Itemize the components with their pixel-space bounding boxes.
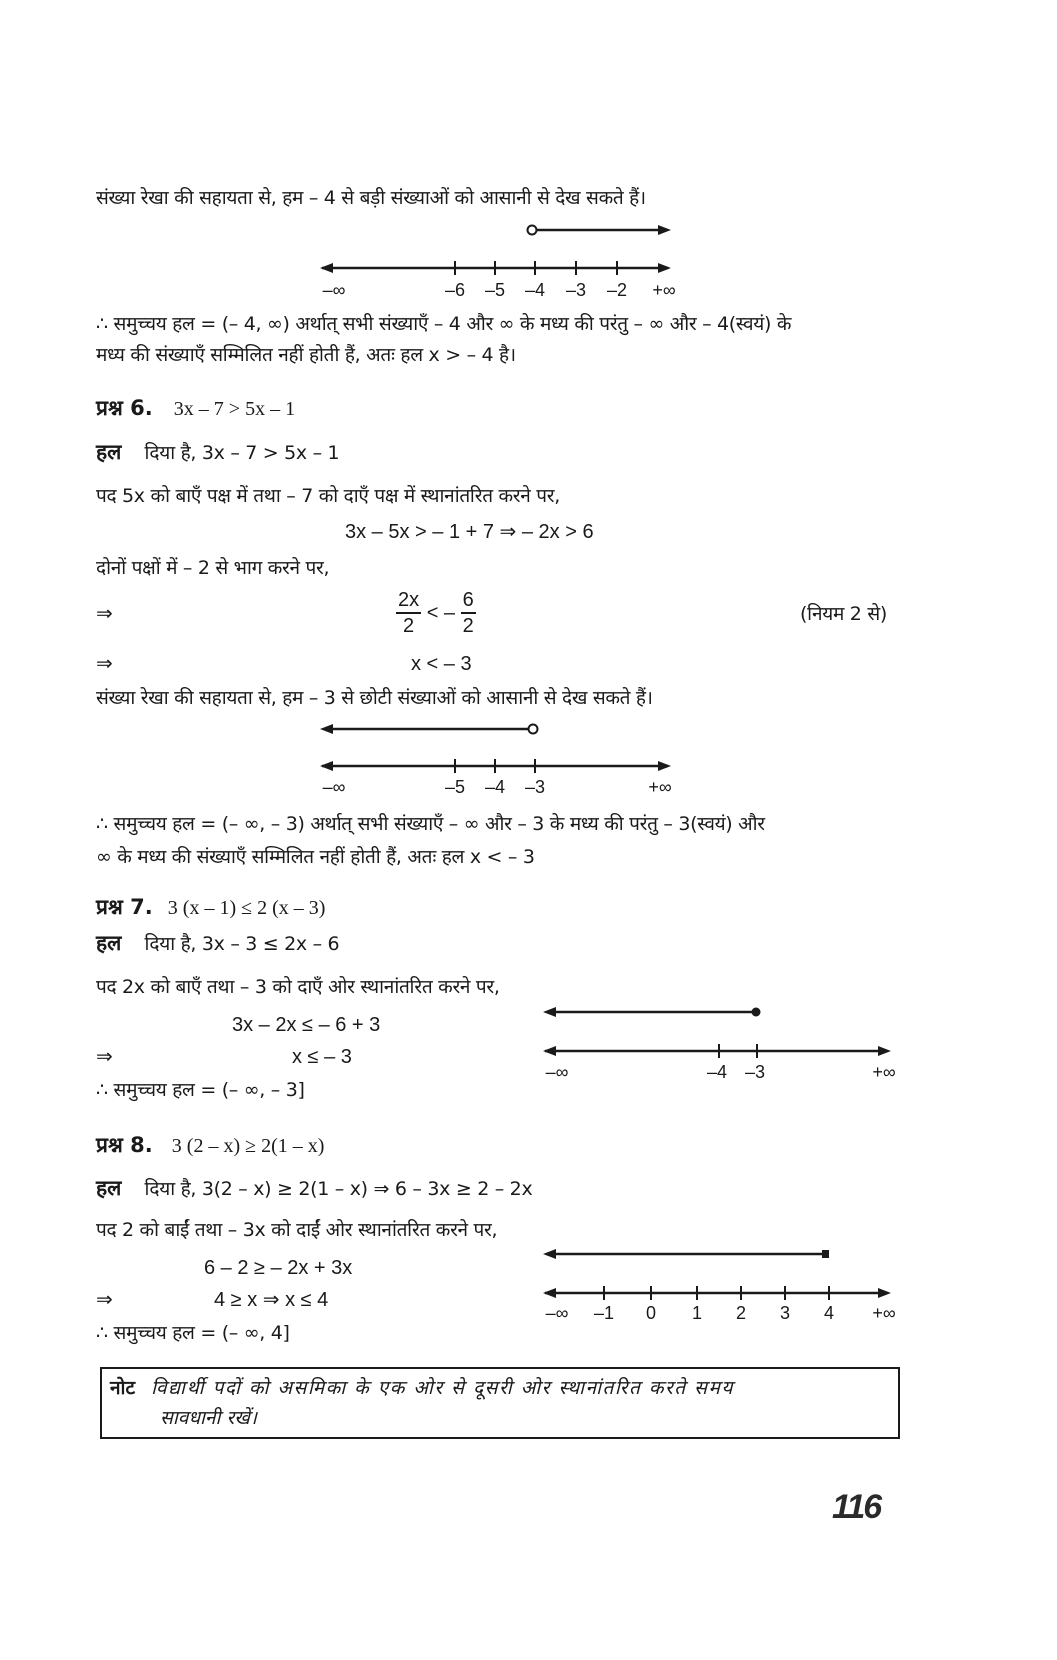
tick-label: –4 <box>706 1062 728 1082</box>
tick-label: –3 <box>744 1062 766 1082</box>
q6-given: दिया है, 3x – 7 > 5x – 1 <box>144 442 340 464</box>
note-text-line1: विद्यार्थी पदों को असमिका के एक ओर से दूसरी ओर स्थानांतरित करते समय <box>151 1377 734 1399</box>
note-label: नोट <box>110 1377 136 1399</box>
q6-question: 3x – 7 > 5x – 1 <box>173 398 296 420</box>
q6-step1-eq: 3x – 5x > – 1 + 7 ⇒ – 2x > 6 <box>345 521 594 543</box>
tick-label: +∞ <box>872 1062 896 1082</box>
q8-step1-text: पद 2 को बाईं तथा – 3x को दाईं ओर स्थानांतरित करने पर, <box>96 1219 498 1241</box>
q7-step1-eq: 3x – 2x ≤ – 6 + 3 <box>232 1014 381 1036</box>
q7-hal-label: हल <box>96 931 122 955</box>
implies-symbol: ⇒ <box>96 1289 113 1311</box>
implies-symbol: ⇒ <box>96 653 113 675</box>
q8-given: दिया है, 3(2 – x) ≥ 2(1 – x) ⇒ 6 – 3x ≥ 2 – 2x <box>144 1178 533 1200</box>
tick-label: –4 <box>524 280 546 300</box>
tick-label: –3 <box>524 777 546 797</box>
q8-conclusion: ∴ समुच्चय हल = (– ∞, 4] <box>96 1322 290 1344</box>
q6-label: प्रश्न 6. <box>96 396 153 420</box>
page-number: 116 <box>832 1488 881 1526</box>
q6-hal-label: हल <box>96 440 122 464</box>
tick-label: –∞ <box>545 1303 569 1323</box>
tick-label: –1 <box>593 1303 615 1323</box>
tick-label: –∞ <box>322 280 346 300</box>
q5-conclusion-line2: मध्य की संख्याएँ सम्मिलित नहीं होती हैं, अतः हल x > – 4 है। <box>96 344 516 366</box>
q8-step1-eq: 6 – 2 ≥ – 2x + 3x <box>204 1257 353 1279</box>
q6-rule-note: (नियम 2 से) <box>800 603 887 625</box>
q5-number-line-intro: संख्या रेखा की सहायता से, हम – 4 से बड़ी संख्याओं को आसानी से देख सकते हैं। <box>96 187 646 209</box>
note-box <box>100 1367 900 1439</box>
frac-denominator: 2 <box>403 615 415 637</box>
tick-label: –5 <box>484 280 506 300</box>
tick-label: 0 <box>645 1303 657 1323</box>
frac-operator: < – <box>426 602 456 624</box>
q6-step2-text: दोनों पक्षों में – 2 से भाग करने पर, <box>96 557 330 579</box>
q6-given-row <box>96 438 339 466</box>
note-text-line2: सावधानी रखें। <box>160 1407 257 1429</box>
frac-numerator: 6 <box>461 588 476 614</box>
q7-label: प्रश्न 7. <box>96 895 153 919</box>
implies-symbol: ⇒ <box>96 1046 113 1068</box>
frac-denominator: 2 <box>462 615 474 637</box>
q8-question: 3 (2 – x) ≥ 2(1 – x) <box>171 1135 325 1157</box>
note-line1 <box>110 1373 734 1403</box>
tick-label: –2 <box>606 280 628 300</box>
tick-label: 3 <box>779 1303 791 1323</box>
q8-hal-label: हल <box>96 1176 122 1200</box>
tick-label: 2 <box>735 1303 747 1323</box>
q7-given: दिया है, 3x – 3 ≤ 2x – 6 <box>144 933 340 955</box>
q7-step1-text: पद 2x को बाएँ तथा – 3 को दाएँ ओर स्थानांतरित करने पर, <box>96 976 500 998</box>
q7-heading <box>96 894 325 920</box>
q6-fraction-inequality <box>396 588 476 638</box>
q7-conclusion: ∴ समुच्चय हल = (– ∞, – 3] <box>96 1079 305 1101</box>
q7-given-row <box>96 929 339 957</box>
q8-heading <box>96 1132 324 1158</box>
frac-numerator: 2x <box>396 588 421 614</box>
q8-number-line <box>0 0 1 1</box>
q7-question: 3 (x – 1) ≤ 2 (x – 3) <box>167 897 326 919</box>
q6-result: x < – 3 <box>411 653 472 675</box>
tick-label: –4 <box>484 777 506 797</box>
tick-label: 4 <box>823 1303 835 1323</box>
q6-step1-text: पद 5x को बाएँ पक्ष में तथा – 7 को दाएँ पक्ष में स्थानांतरित करने पर, <box>96 485 560 507</box>
q8-given-row <box>96 1174 532 1202</box>
q7-result: x ≤ – 3 <box>292 1046 352 1068</box>
q5-conclusion-line1: ∴ समुच्चय हल = (– 4, ∞) अर्थात् सभी संख्याएँ – 4 और ∞ के मध्य की परंतु – ∞ और – 4(स्वयं) के <box>96 313 792 335</box>
tick-label: 1 <box>691 1303 703 1323</box>
tick-label: –3 <box>565 280 587 300</box>
tick-label: +∞ <box>648 777 672 797</box>
implies-symbol: ⇒ <box>96 603 113 625</box>
q6-number-line-intro: संख्या रेखा की सहायता से, हम – 3 से छोटी संख्याओं को आसानी से देख सकते हैं। <box>96 687 653 709</box>
tick-label: –6 <box>444 280 466 300</box>
q6-conclusion-line1: ∴ समुच्चय हल = (– ∞, – 3) अर्थात् सभी संख्याएँ – ∞ और – 3 के मध्य की परंतु – 3(स्वयं) और <box>96 813 765 835</box>
tick-label: –∞ <box>322 777 346 797</box>
q6-heading <box>96 395 295 421</box>
q6-conclusion-line2: ∞ के मध्य की संख्याएँ सम्मिलित नहीं होती हैं, अतः हल x < – 3 <box>96 846 535 868</box>
tick-label: +∞ <box>652 280 676 300</box>
tick-label: –∞ <box>545 1062 569 1082</box>
tick-label: +∞ <box>872 1303 896 1323</box>
tick-label: –5 <box>444 777 466 797</box>
q8-result: 4 ≥ x ⇒ x ≤ 4 <box>214 1289 329 1311</box>
q8-label: प्रश्न 8. <box>96 1133 153 1157</box>
